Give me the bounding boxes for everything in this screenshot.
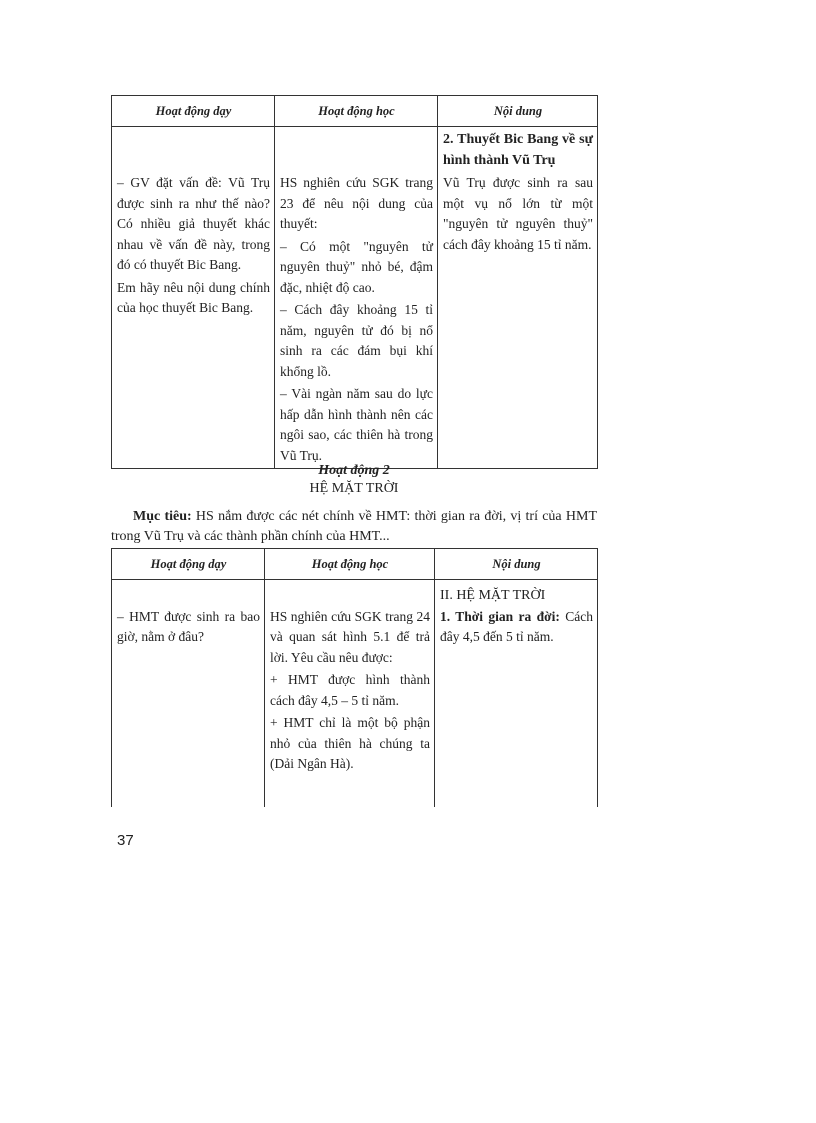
content-sub-text: Cách đây 4,5 đến 5 tỉ năm. <box>440 608 593 644</box>
goal-text: HS nắm được các nét chính về HMT: thời gian ra đời, vị trí của HMT trong Vũ Trụ và các thành phần chính của HMT... <box>111 509 597 544</box>
student-point-3: – Vài ngàn năm sau do lực hấp dẫn hình thành nên các ngôi sao, các thiên hà trong Vũ Trụ. <box>280 386 433 463</box>
activity-subtitle: HỆ MẶT TRỜI <box>309 481 399 496</box>
teacher-question: – HMT được sinh ra bao giờ, nằm ở đâu? <box>117 608 260 644</box>
student-task: HS nghiên cứu SGK trang 23 để nêu nội dung của thuyết: <box>280 175 433 231</box>
header-learning: Hoạt động học <box>265 549 435 580</box>
student-point-1: + HMT được hình thành cách đây 4,5 – 5 tỉ năm. <box>270 672 430 708</box>
student-cell <box>275 173 438 469</box>
teacher-cell <box>112 173 275 469</box>
teacher-cell <box>112 607 265 807</box>
teacher-prompt: Em hãy nêu nội dung chính của học thuyết Bic Bang. <box>117 279 270 315</box>
goal-label: Mục tiêu: <box>133 509 192 524</box>
content-cell <box>438 173 598 469</box>
header-content: Nội dung <box>435 549 598 580</box>
lesson-table-2 <box>111 548 598 807</box>
header-teaching: Hoạt động dạy <box>112 96 275 127</box>
student-cell <box>265 607 435 807</box>
content-heading: 2. Thuyết Bic Bang về sự hình thành Vũ Trụ <box>438 127 598 174</box>
content-subsection <box>440 607 593 648</box>
content-sub-label: 1. Thời gian ra đời: <box>440 608 560 624</box>
student-point-1: – Có một "nguyên tử nguyên thuỷ" nhỏ bé, đậm đặc, nhiệt độ cao. <box>280 238 433 295</box>
content-text: Vũ Trụ được sinh ra sau một vụ nổ lớn từ một "nguyên tử nguyên thuỷ" cách đây khoảng 15 tỉ năm. <box>443 175 593 252</box>
student-point-2: – Cách đây khoảng 15 tỉ năm, nguyên tử đó bị nổ sinh ra các đám bụi khí khổng lồ. <box>280 302 433 379</box>
header-content: Nội dung <box>438 96 598 127</box>
content-heading: II. HỆ MẶT TRỜI <box>435 580 598 607</box>
activity-goal <box>111 507 597 547</box>
page-number: 37 <box>117 832 134 849</box>
header-teaching: Hoạt động dạy <box>112 549 265 580</box>
student-point-2: + HMT chỉ là một bộ phận nhỏ của thiên hà chúng ta (Dải Ngân Hà). <box>270 715 430 771</box>
lesson-table-1 <box>111 95 598 469</box>
content-cell <box>435 607 598 807</box>
teacher-question: – GV đặt vấn đề: Vũ Trụ được sinh ra như thế nào? Có nhiều giả thuyết khác nhau về vấn đề này, trong đó có thuyết Bic Bang. <box>117 175 270 272</box>
header-learning: Hoạt động học <box>275 96 438 127</box>
activity-title: Hoạt động 2 <box>318 463 390 478</box>
student-task: HS nghiên cứu SGK trang 24 và quan sát hình 5.1 để trả lời. Yêu cầu nêu được: <box>270 608 430 665</box>
